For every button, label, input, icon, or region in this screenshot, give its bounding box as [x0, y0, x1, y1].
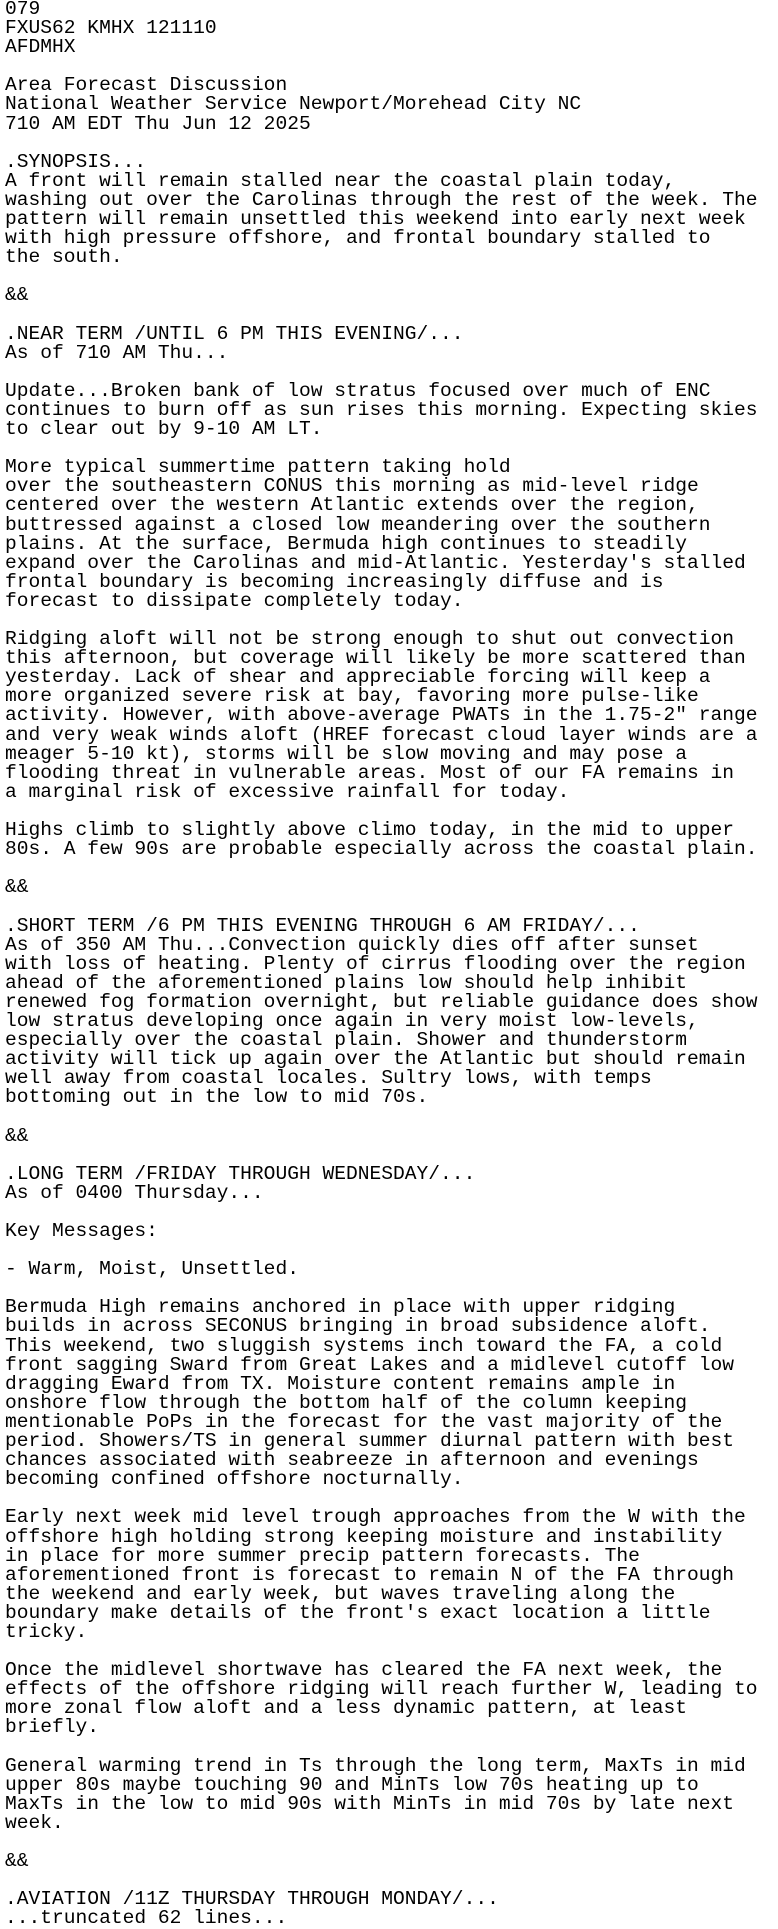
forecast-discussion-text: 079 FXUS62 KMHX 121110 AFDMHX Area Forecast Discussion National Weather Service Newport/Morehead City NC 710 AM EDT Thu Jun 12 2025 .SYNOPSIS... A front will remain stalled near the coastal plain today, washing out over the Carolinas through the rest of the week. The pattern will remain unsettled this weekend into early next week with high pressure offshore, and frontal boundary stalled to the south. && .NEAR TERM /UNTIL 6 PM THIS EVENING/... As of 710 AM Thu... Update...Broken bank of low stratus focused over much of ENC continues to burn off as sun rises this morning. Expecting skies to clear out by 9-10 AM LT. More typical summertime pattern taking hold over the southeastern CONUS this morning as mid-level ridge centered over the western Atlantic extends over the region, buttressed against a closed low meandering over the southern plains. At the surface, Bermuda high continues to steadily expand over the Carolinas and mid-Atlantic. Yesterday's stalled frontal boundary is becoming increasingly diffuse and is forecast to dissipate completely today. Ridging aloft will not be strong enough to shut out convection this afternoon, but coverage will likely be more scattered than yesterday. Lack of shear and appreciable forcing will keep a more organized severe risk at bay, favoring more pulse-like activity. However, with above-average PWATs in the 1.75-2" range and very weak winds aloft (HREF forecast cloud layer winds are a meager 5-10 kt), storms will be slow moving and may pose a flooding threat in vulnerable areas. Most of our FA remains in a marginal risk of excessive rainfall for today. Highs climb to slightly above climo today, in the mid to upper 80s. A few 90s are probable especially across the coastal plain. && .SHORT TERM /6 PM THIS EVENING THROUGH 6 AM FRIDAY/... As of 350 AM Thu...Convection quickly dies off after sunset with loss of heating. Plenty of cirrus flooding over the region ahead of the aforementioned plains low should help inhibit renewed fog formation overnight, but reliable guidance does show low stratus developing once again in very moist low-levels, especially over the coastal plain. Shower and thunderstorm activity will tick up again over the Atlantic but should remain well away from coastal locales. Sultry lows, with temps bottoming out in the low to mid 70s. && .LONG TERM /FRIDAY THROUGH WEDNESDAY/... As of 0400 Thursday... Key Messages: - Warm, Moist, Unsettled. Bermuda High remains anchored in place with upper ridging builds in across SECONUS bringing in broad subsidence aloft. This weekend, two sluggish systems inch toward the FA, a cold front sagging Sward from Great Lakes and a midlevel cutoff low dragging Eward from TX. Moisture content remains ample in onshore flow through the bottom half of the column keeping mentionable PoPs in the forecast for the vast majority of the period. Showers/TS in general summer diurnal pattern with best chances associated with seabreeze in afternoon and evenings becoming confined offshore nocturnally. Early next week mid level trough approaches from the W with the offshore high holding strong keeping moisture and instability in place for more summer precip pattern forecasts. The aforementioned front is forecast to remain N of the FA through the weekend and early week, but waves traveling along the boundary make details of the front's exact location a little tricky. Once the midlevel shortwave has cleared the FA next week, the effects of the offshore ridging will reach further W, leading to more zonal flow aloft and a less dynamic pattern, at least briefly. General warming trend in Ts through the long term, MaxTs in mid upper 80s maybe touching 90 and MinTs low 70s heating up to MaxTs in the low to mid 90s with MinTs in mid 70s by late next week. && .AVIATION /11Z THURSDAY THROUGH MONDAY/... ...truncated 62 lines... — [5, 0, 758, 1929]
